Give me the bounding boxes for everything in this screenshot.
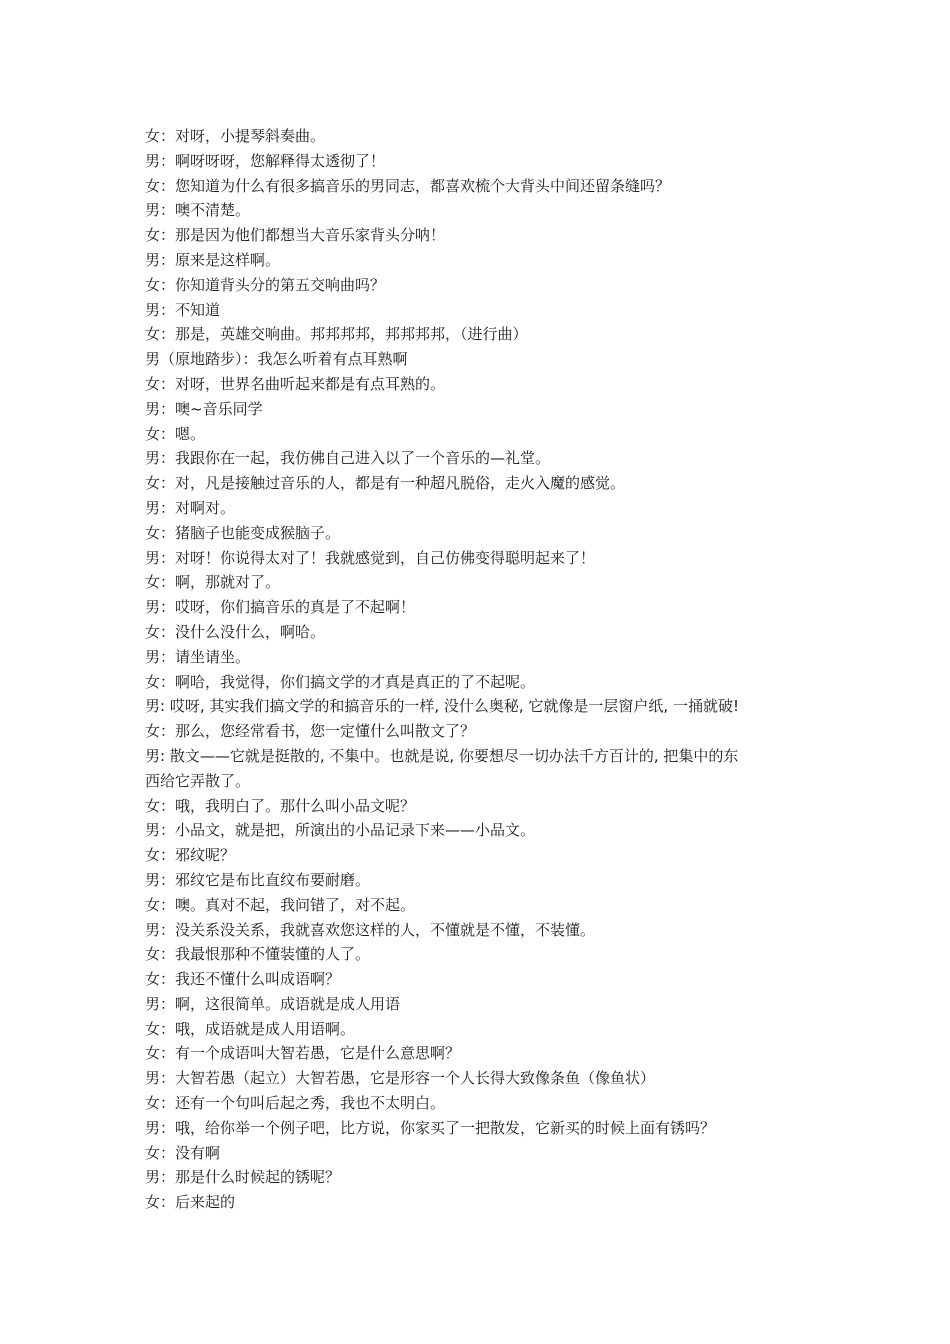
dialogue-line: 女：我还不懂什么叫成语啊？ [145, 970, 341, 989]
dialogue-line: 西给它弄散了。 [145, 771, 251, 790]
dialogue-line: 女：那是因为他们都想当大音乐家背头分呐！ [145, 226, 446, 245]
dialogue-line: 女：邪纹呢？ [145, 846, 236, 865]
dialogue-text [145, 124, 817, 1215]
dialogue-line: 男：不知道 [145, 300, 221, 319]
dialogue-line: 男：没关系没关系，我就喜欢您这样的人，不懂就是不懂，不装懂。 [145, 920, 596, 939]
dialogue-line: 女：啊哈，我觉得，你们搞文学的才真是真正的了不起呢。 [145, 672, 536, 691]
dialogue-line: 男：对啊对。 [145, 498, 236, 517]
dialogue-line: 男：噢不清楚。 [145, 201, 251, 220]
dialogue-line: 女：您知道为什么有很多搞音乐的男同志，都喜欢梳个大背头中间还留条缝吗？ [145, 176, 671, 195]
dialogue-line: 女：对呀，世界名曲听起来都是有点耳熟的。 [145, 374, 446, 393]
dialogue-line: 女：后来起的 [145, 1193, 236, 1212]
dialogue-line: 男：噢~音乐同学 [145, 399, 263, 418]
dialogue-line: 女：对，凡是接触过音乐的人，都是有一种超凡脱俗，走火入魔的感觉。 [145, 474, 626, 493]
dialogue-line: 女：啊，那就对了。 [145, 573, 281, 592]
dialogue-line: 男：那是什么时候起的锈呢？ [145, 1168, 341, 1187]
dialogue-line: 女：你知道背头分的第五交响曲吗？ [145, 275, 386, 294]
dialogue-line: 男：请坐请坐。 [145, 647, 251, 666]
dialogue-line: 女：对呀，小提琴斜奏曲。 [145, 127, 326, 145]
dialogue-line: 男：小品文，就是把，所演出的小品记录下来——小品文。 [145, 821, 536, 840]
dialogue-line: 男：原来是这样啊。 [145, 250, 281, 269]
dialogue-line: 女：嗯。 [145, 424, 206, 443]
dialogue-line: 男：对呀！你说得太对了！我就感觉到，自己仿佛变得聪明起来了！ [145, 548, 596, 567]
dialogue-line: 女：没什么没什么，啊哈。 [145, 622, 326, 641]
dialogue-line: 男：啊，这很简单。成语就是成人用语 [145, 994, 401, 1013]
dialogue-line: 男: 散文——它就是挺散的, 不集中。也就是说, 你要想尽一切办法千方百计的, 把集中的东 [145, 746, 739, 765]
dialogue-line: 女：哦，成语就是成人用语啊。 [145, 1019, 356, 1038]
dialogue-line: 女：那么，您经常看书，您一定懂什么叫散文了？ [145, 722, 476, 741]
dialogue-line: 女：我最恨那种不懂装懂的人了。 [145, 945, 371, 964]
dialogue-line: 女：噢。真对不起，我问错了，对不起。 [145, 895, 416, 914]
dialogue-line: 男：哎呀，你们搞音乐的真是了不起啊！ [145, 598, 416, 617]
dialogue-line: 男：邪纹它是布比直纹布要耐磨。 [145, 870, 371, 889]
dialogue-line: 男：啊呀呀呀，您解释得太透彻了！ [145, 151, 386, 170]
dialogue-line: 男（原地踏步）：我怎么听着有点耳熟啊 [145, 350, 408, 369]
dialogue-line: 女：那是，英雄交响曲。邦邦邦邦，邦邦邦邦，（进行曲） [145, 325, 528, 344]
dialogue-line: 男: 哎呀, 其实我们搞文学的和搞音乐的一样, 没什么奥秘, 它就像是一层窗户纸, 一捅就破! [145, 697, 739, 716]
dialogue-line: 男：哦，给你举一个例子吧，比方说，你家买了一把散发，它新买的时候上面有锈吗？ [145, 1118, 716, 1137]
dialogue-line: 女：猪脑子也能变成猴脑子。 [145, 523, 341, 542]
dialogue-line: 男：大智若愚（起立）大智若愚，它是形容一个人长得大致像条鱼（像鱼状） [145, 1069, 656, 1088]
dialogue-line: 女：没有啊 [145, 1143, 221, 1162]
dialogue-line: 女：有一个成语叫大智若愚，它是什么意思啊？ [145, 1044, 461, 1063]
dialogue-line: 女：哦，我明白了。那什么叫小品文呢？ [145, 796, 416, 815]
dialogue-line: 男：我跟你在一起，我仿佛自己进入以了一个音乐的—礼堂。 [145, 449, 551, 468]
dialogue-line: 女：还有一个句叫后起之秀，我也不太明白。 [145, 1094, 446, 1113]
